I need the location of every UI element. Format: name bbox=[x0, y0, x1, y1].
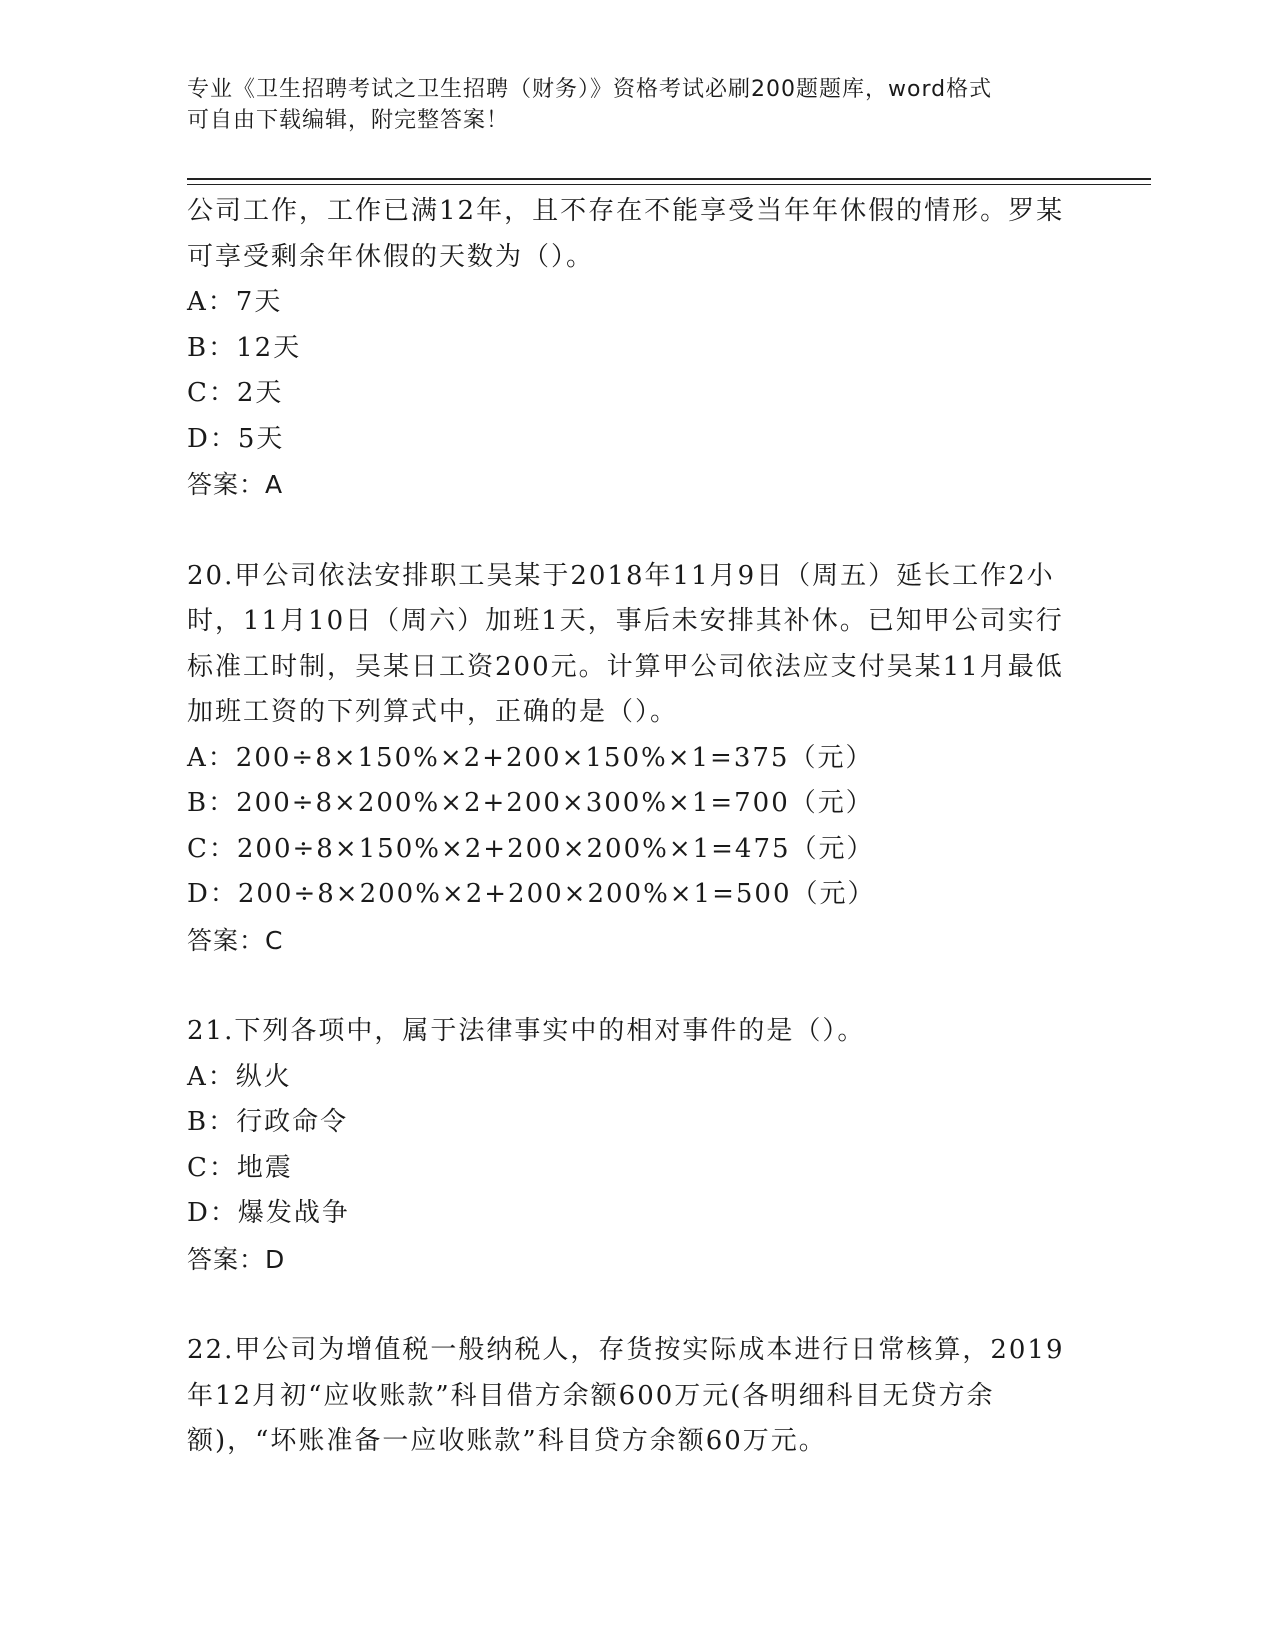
question-text: 公司工作，工作已满12年，且不存在不能享受当年年休假的情形。罗某可享受剩余年休假的天数为（）。 bbox=[187, 196, 1065, 272]
question-21 bbox=[187, 1009, 1087, 1282]
page-header bbox=[187, 74, 1087, 136]
option-d: D：5天 bbox=[187, 423, 285, 454]
question-19 bbox=[187, 189, 1087, 508]
option-b: B：行政命令 bbox=[187, 1107, 349, 1137]
question-20 bbox=[187, 554, 1087, 964]
question-text: 22.甲公司为增值税一般纳税人，存货按实际成本进行日常核算，2019年12月初“应收账款”科目借方余额600万元(各明细科目无贷方余额)，“坏账准备一应收账款”科目贷方余额60万元。 bbox=[187, 1335, 1065, 1456]
header-divider-thin bbox=[187, 184, 1151, 185]
option-c: C：地震 bbox=[187, 1152, 293, 1183]
option-b: B：200÷8×200%×2+200×300%×1=700（元） bbox=[187, 788, 874, 818]
option-b: B：12天 bbox=[187, 332, 302, 363]
document-body bbox=[187, 189, 1087, 1465]
header-divider-thick bbox=[187, 178, 1151, 180]
spacer bbox=[187, 508, 1087, 554]
option-c: C：2天 bbox=[187, 378, 284, 408]
answer: 答案：D bbox=[187, 1244, 286, 1274]
question-text: 20.甲公司依法安排职工吴某于2018年11月9日（周五）延长工作2小时，11月10日（周六）加班1天，事后未安排其补休。已知甲公司实行标准工时制，吴某日工资200元。计算甲公司依法应支付吴某11月最低加班工资的下列算式中，正确的是（）。 bbox=[187, 560, 1064, 727]
option-d: D：爆发战争 bbox=[187, 1198, 350, 1228]
option-d: D：200÷8×200%×2+200×200%×1=500（元） bbox=[187, 879, 876, 909]
question-text: 21.下列各项中，属于法律事实中的相对事件的是（）。 bbox=[187, 1016, 866, 1046]
spacer bbox=[187, 963, 1087, 1009]
option-a: A：纵火 bbox=[187, 1061, 292, 1092]
header-title-line-1: 专业《卫生招聘考试之卫生招聘（财务）》资格考试必刷200题题库，word格式 bbox=[187, 77, 993, 102]
answer: 答案：A bbox=[187, 470, 284, 499]
answer: 答案：C bbox=[187, 925, 284, 955]
option-c: C：200÷8×150%×2+200×200%×1=475（元） bbox=[187, 833, 875, 864]
option-a: A：200÷8×150%×2+200×150%×1=375（元） bbox=[187, 742, 874, 773]
header-title-line-2: 可自由下载编辑，附完整答案！ bbox=[187, 108, 510, 133]
spacer bbox=[187, 1282, 1087, 1328]
option-a: A：7天 bbox=[187, 287, 283, 317]
question-22 bbox=[187, 1328, 1087, 1465]
